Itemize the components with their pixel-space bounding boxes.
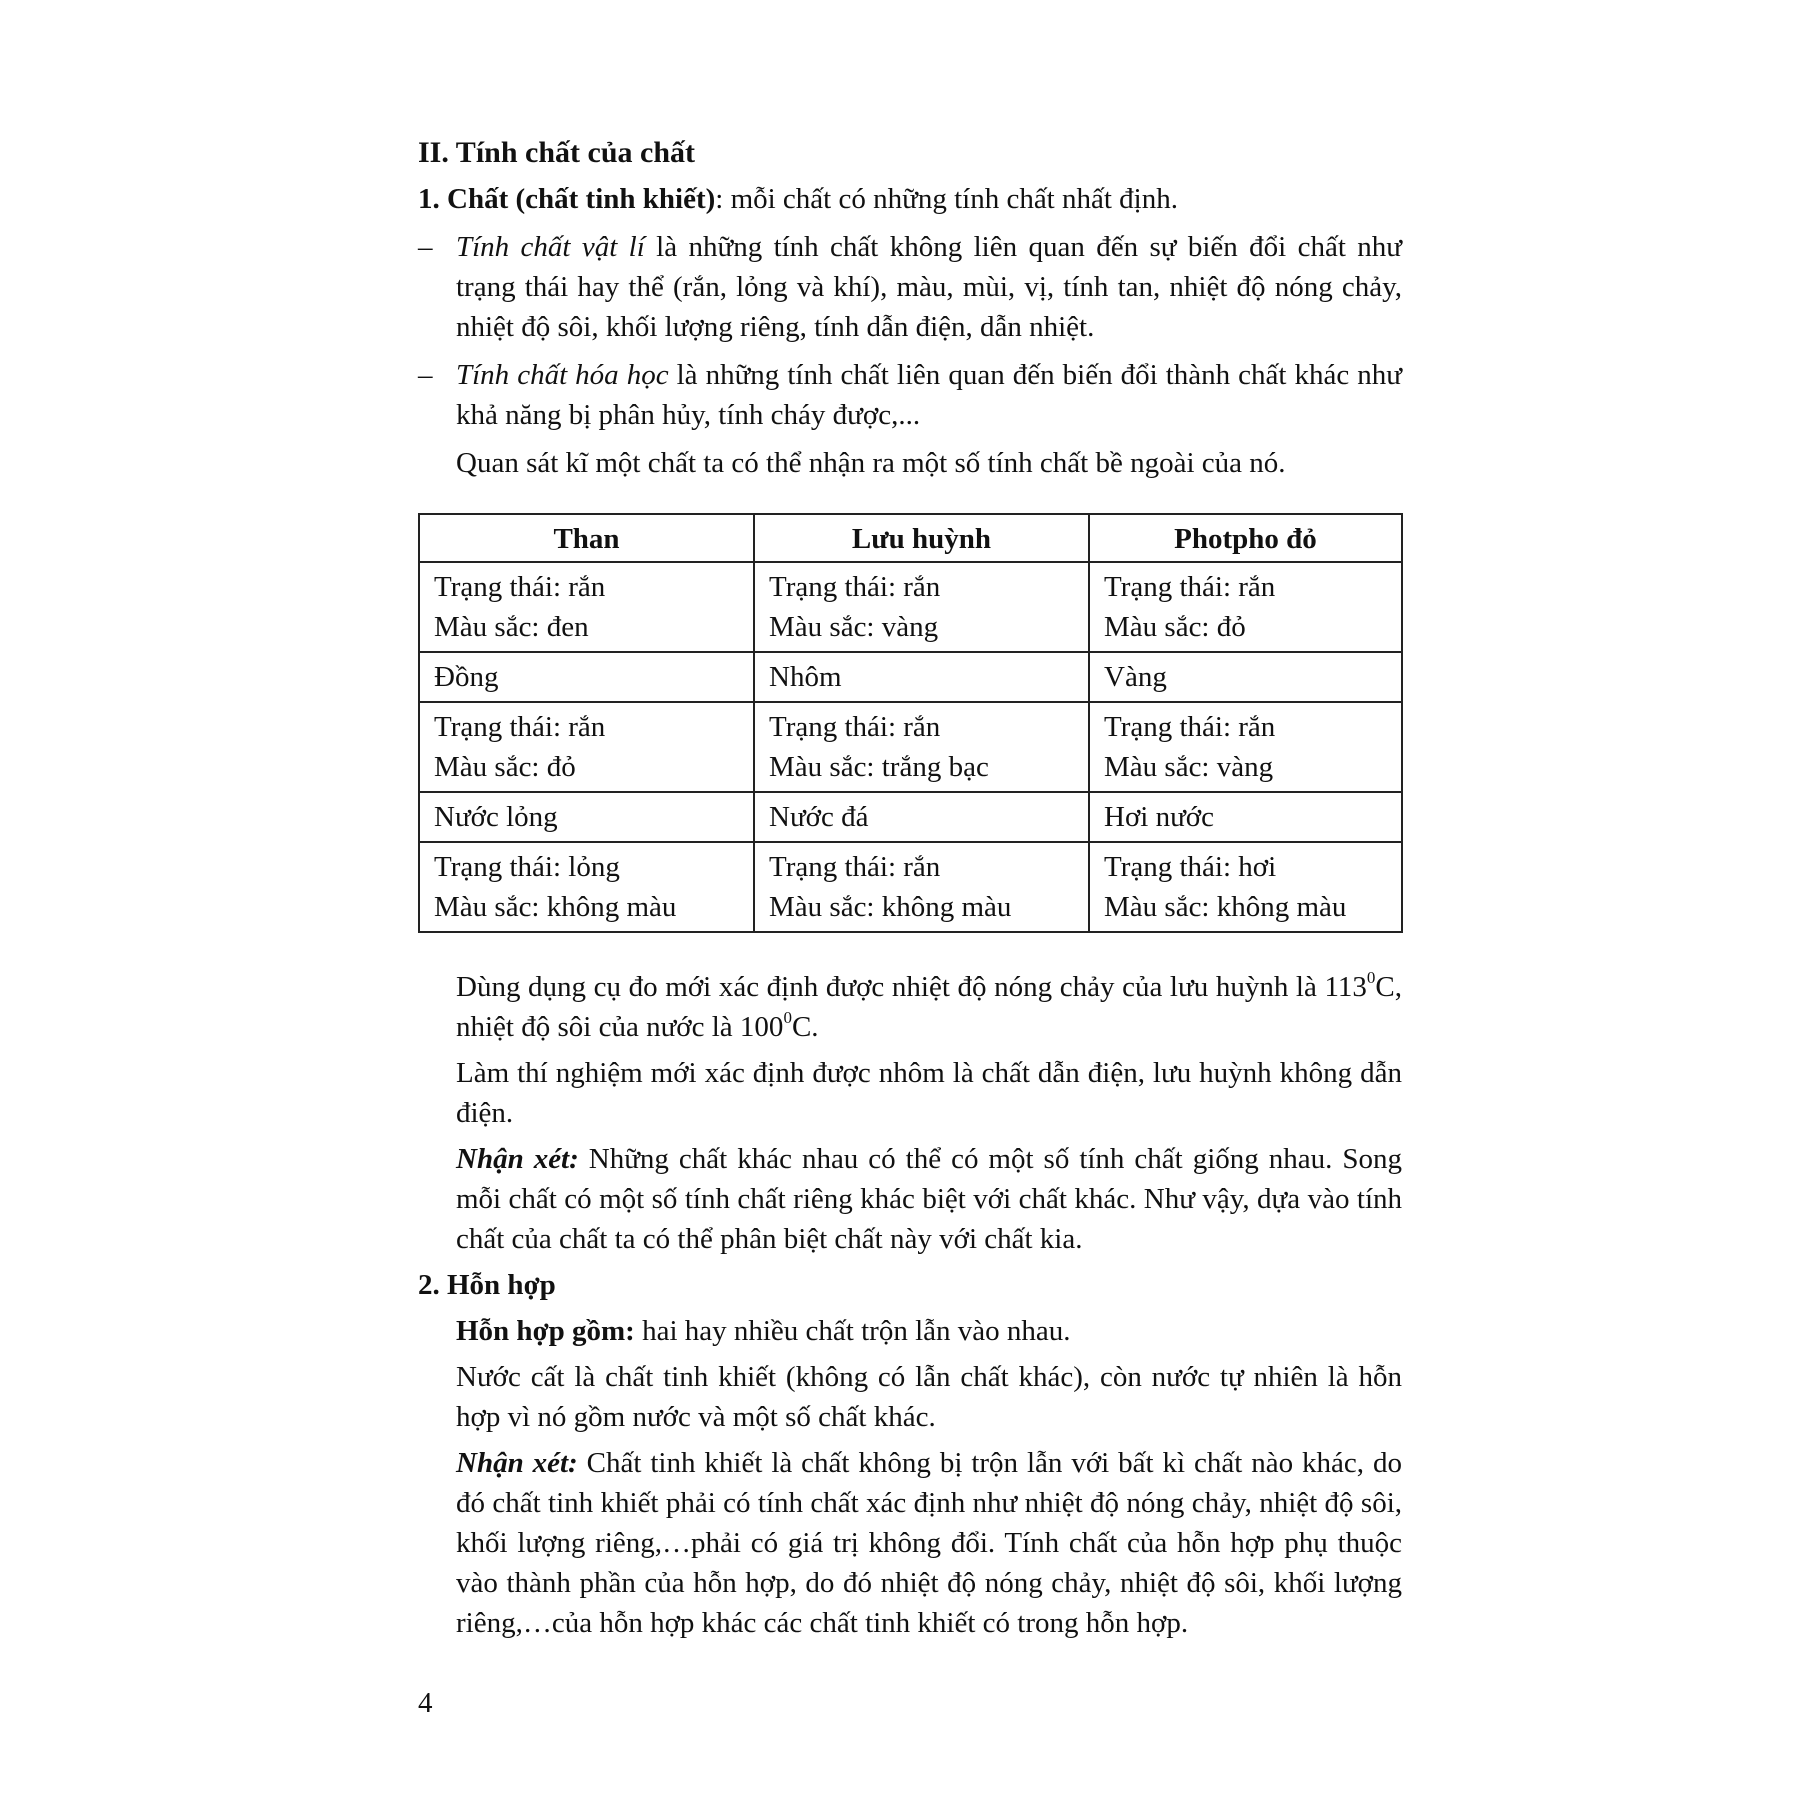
bullet-term: Tính chất vật lí bbox=[456, 231, 645, 263]
table-cell: Đồng bbox=[419, 652, 754, 702]
cell-state: Trạng thái: hơi bbox=[1104, 851, 1277, 883]
table-cell bbox=[1089, 842, 1402, 932]
section-title: II. Tính chất của chất bbox=[418, 136, 696, 169]
cell-state: Trạng thái: rắn bbox=[434, 711, 606, 743]
mixture-definition-label: Hỗn hợp gồm: bbox=[456, 1315, 635, 1347]
cell-state: Trạng thái: rắn bbox=[769, 571, 941, 603]
table-cell bbox=[754, 842, 1089, 932]
bullet-term: Tính chất hóa học bbox=[456, 359, 669, 391]
remark-label: Nhận xét: bbox=[456, 1447, 578, 1479]
remark-text: Chất tinh khiết là chất không bị trộn lẫn với bất kì chất nào khác, do đó chất tinh khiết phải có tính chất xác định như nhiệt độ nóng chảy, nhiệt độ sôi, khối lượng riêng,…phải có giá trị không đổi. Tính chất của hỗn hợp phụ thuộc vào thành phần của hỗn hợp, do đó nhiệt độ nóng chảy, nhiệt độ sôi, khối lượng riêng,…của hỗn hợp khác các chất tinh khiết có trong hỗn hợp. bbox=[456, 1447, 1402, 1639]
bullet-text: là những tính chất không liên quan đến sự biến đổi chất như trạng thái hay thể (rắn, lỏng và khí), màu, mùi, vị, tính tan, nhiệt độ nóng chảy, nhiệt độ sôi, khối lượng riêng, tính dẫn điện, dẫn nhiệt. bbox=[456, 231, 1402, 343]
table-header-row bbox=[419, 514, 1402, 562]
remark-label: Nhận xét: bbox=[456, 1143, 579, 1175]
cell-color: Màu sắc: đen bbox=[434, 611, 589, 643]
cell-color: Màu sắc: trắng bạc bbox=[769, 751, 989, 783]
table-row bbox=[419, 702, 1402, 792]
bullet-text: là những tính chất liên quan đến biến đổi thành chất khác như khả năng bị phân hủy, tính cháy được,... bbox=[456, 359, 1402, 431]
item2-heading: 2. Hỗn hợp bbox=[418, 1269, 556, 1301]
cell-color: Màu sắc: vàng bbox=[769, 611, 939, 643]
cell-state: Trạng thái: lỏng bbox=[434, 851, 620, 883]
table-row bbox=[419, 562, 1402, 652]
table-cell bbox=[754, 702, 1089, 792]
measure-text bbox=[418, 967, 1402, 1047]
degree-superscript: 0 bbox=[1366, 968, 1376, 988]
remark-text: Những chất khác nhau có thể có một số tính chất giống nhau. Song mỗi chất có một số tính chất riêng khác biệt với chất khác. Như vậy, dựa vào tính chất của chất ta có thể phân biệt chất này với chất kia. bbox=[456, 1143, 1402, 1255]
item1-heading-rest: : mỗi chất có những tính chất nhất định. bbox=[715, 183, 1178, 215]
observe-text: Quan sát kĩ một chất ta có thể nhận ra một số tính chất bề ngoài của nó. bbox=[456, 447, 1286, 479]
measure-part3: C. bbox=[791, 1011, 819, 1043]
mixture-definition bbox=[418, 1311, 1402, 1351]
table-header-cell: Lưu huỳnh bbox=[754, 514, 1089, 562]
experiment-text: Làm thí nghiệm mới xác định được nhôm là chất dẫn điện, lưu huỳnh không dẫn điện. bbox=[456, 1057, 1402, 1129]
item1-heading-bold: 1. Chất (chất tinh khiết) bbox=[418, 183, 716, 215]
remark-2 bbox=[418, 1443, 1402, 1643]
table-header-cell: Than bbox=[419, 514, 754, 562]
cell-color: Màu sắc: không màu bbox=[769, 891, 1012, 923]
cell-color: Màu sắc: đỏ bbox=[434, 751, 576, 783]
table-row bbox=[419, 842, 1402, 932]
cell-color: Màu sắc: vàng bbox=[1104, 751, 1274, 783]
table-cell bbox=[1089, 562, 1402, 652]
cell-state: Trạng thái: rắn bbox=[1104, 711, 1276, 743]
table-cell bbox=[1089, 702, 1402, 792]
bullet-chemical-properties bbox=[418, 355, 1402, 435]
mixture-definition-text: hai hay nhiều chất trộn lẫn vào nhau. bbox=[634, 1315, 1071, 1347]
table-cell bbox=[419, 702, 754, 792]
table-cell: Nhôm bbox=[754, 652, 1089, 702]
remark-1 bbox=[418, 1139, 1402, 1259]
mixture-example: Nước cất là chất tinh khiết (không có lẫn chất khác), còn nước tự nhiên là hỗn hợp vì nó gồm nước và một số chất khác. bbox=[456, 1361, 1402, 1433]
bullet-dash: – bbox=[418, 231, 433, 263]
cell-color: Màu sắc: không màu bbox=[1104, 891, 1347, 923]
table-header-cell: Photpho đỏ bbox=[1089, 514, 1402, 562]
page-number: 4 bbox=[418, 1687, 433, 1719]
cell-color: Màu sắc: đỏ bbox=[1104, 611, 1246, 643]
table-cell bbox=[419, 562, 754, 652]
item1-heading bbox=[418, 179, 1402, 219]
table-cell: Nước đá bbox=[754, 792, 1089, 842]
table-cell bbox=[754, 562, 1089, 652]
cell-color: Màu sắc: không màu bbox=[434, 891, 677, 923]
table-cell: Nước lỏng bbox=[419, 792, 754, 842]
table-cell: Hơi nước bbox=[1089, 792, 1402, 842]
table-row bbox=[419, 652, 1402, 702]
bullet-dash: – bbox=[418, 359, 433, 391]
table-cell bbox=[419, 842, 754, 932]
cell-state: Trạng thái: rắn bbox=[1104, 571, 1276, 603]
cell-state: Trạng thái: rắn bbox=[769, 711, 941, 743]
measure-part2: C, nhiệt độ sôi của nước là 100 bbox=[456, 971, 1402, 1043]
cell-state: Trạng thái: rắn bbox=[769, 851, 941, 883]
cell-state: Trạng thái: rắn bbox=[434, 571, 606, 603]
degree-superscript: 0 bbox=[783, 1008, 792, 1028]
properties-table bbox=[418, 513, 1403, 933]
bullet-physical-properties bbox=[418, 227, 1402, 347]
measure-part1: Dùng dụng cụ đo mới xác định được nhiệt độ nóng chảy của lưu huỳnh là 113 bbox=[456, 971, 1367, 1003]
page-content bbox=[418, 133, 1402, 1649]
table-row bbox=[419, 792, 1402, 842]
table-cell: Vàng bbox=[1089, 652, 1402, 702]
